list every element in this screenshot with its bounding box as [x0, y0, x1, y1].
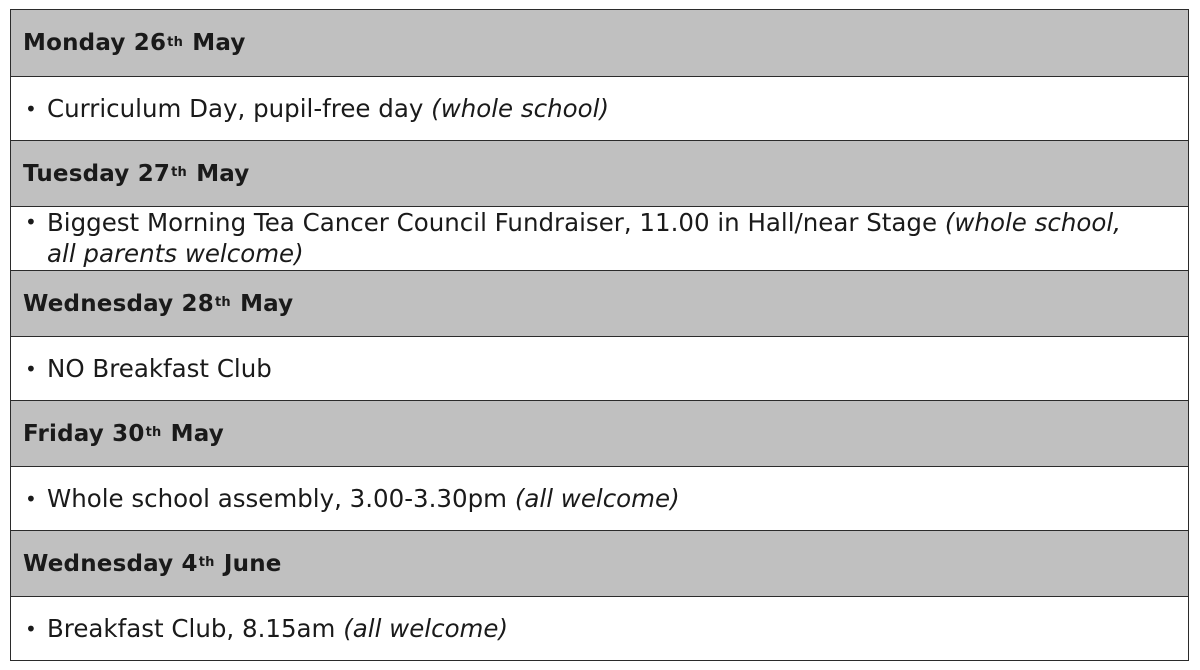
- month-label: June: [223, 550, 282, 577]
- event-description: Curriculum Day, pupil-free day: [47, 93, 432, 123]
- event-note: (whole school): [431, 93, 610, 123]
- bullet-icon: •: [25, 96, 37, 121]
- event-note: (all welcome): [343, 613, 509, 643]
- event-item: [11, 76, 1188, 140]
- event-description: NO Breakfast Club: [47, 353, 272, 383]
- month-label: May: [196, 160, 250, 187]
- event-text: [47, 353, 1148, 385]
- day-label: Wednesday 28: [23, 290, 214, 317]
- day-suffix: th: [214, 295, 231, 310]
- bullet-icon: •: [25, 356, 37, 381]
- day-label: Tuesday 27: [23, 160, 171, 187]
- bullet-icon: •: [25, 210, 37, 234]
- event-description: Whole school assembly, 3.00-3.30pm: [47, 483, 515, 513]
- bullet-icon: •: [25, 486, 37, 511]
- event-description: Breakfast Club, 8.15am: [47, 613, 344, 643]
- event-text: [47, 93, 1148, 125]
- day-suffix: th: [171, 165, 187, 180]
- event-item: [11, 466, 1188, 530]
- day-header-wednesday-28: [11, 270, 1188, 336]
- event-item: [11, 206, 1188, 270]
- day-header-wednesday-4: [11, 530, 1188, 596]
- month-label: May: [192, 30, 246, 56]
- event-text: [47, 483, 1148, 515]
- day-suffix: th: [198, 555, 215, 570]
- day-label: Wednesday 4: [23, 550, 198, 577]
- event-text: [47, 613, 1148, 645]
- event-note: (whole school, all parents welcome): [47, 208, 1121, 268]
- day-label: Friday 30: [23, 420, 145, 447]
- day-label: Monday 26: [23, 30, 167, 56]
- day-header-monday: [11, 10, 1188, 76]
- event-note: (all welcome): [514, 483, 680, 513]
- month-label: May: [240, 290, 294, 317]
- day-header-tuesday: [11, 140, 1188, 206]
- bullet-icon: •: [25, 616, 37, 641]
- event-item: [11, 336, 1188, 400]
- day-suffix: th: [167, 34, 184, 50]
- event-description: Biggest Morning Tea Cancer Council Fundraiser, 11.00 in Hall/near Stage: [47, 208, 945, 237]
- event-item: [11, 596, 1188, 660]
- day-header-friday: [11, 400, 1188, 466]
- event-text: [47, 207, 1148, 269]
- month-label: May: [170, 420, 224, 447]
- events-table: [10, 9, 1189, 661]
- day-suffix: th: [145, 425, 162, 440]
